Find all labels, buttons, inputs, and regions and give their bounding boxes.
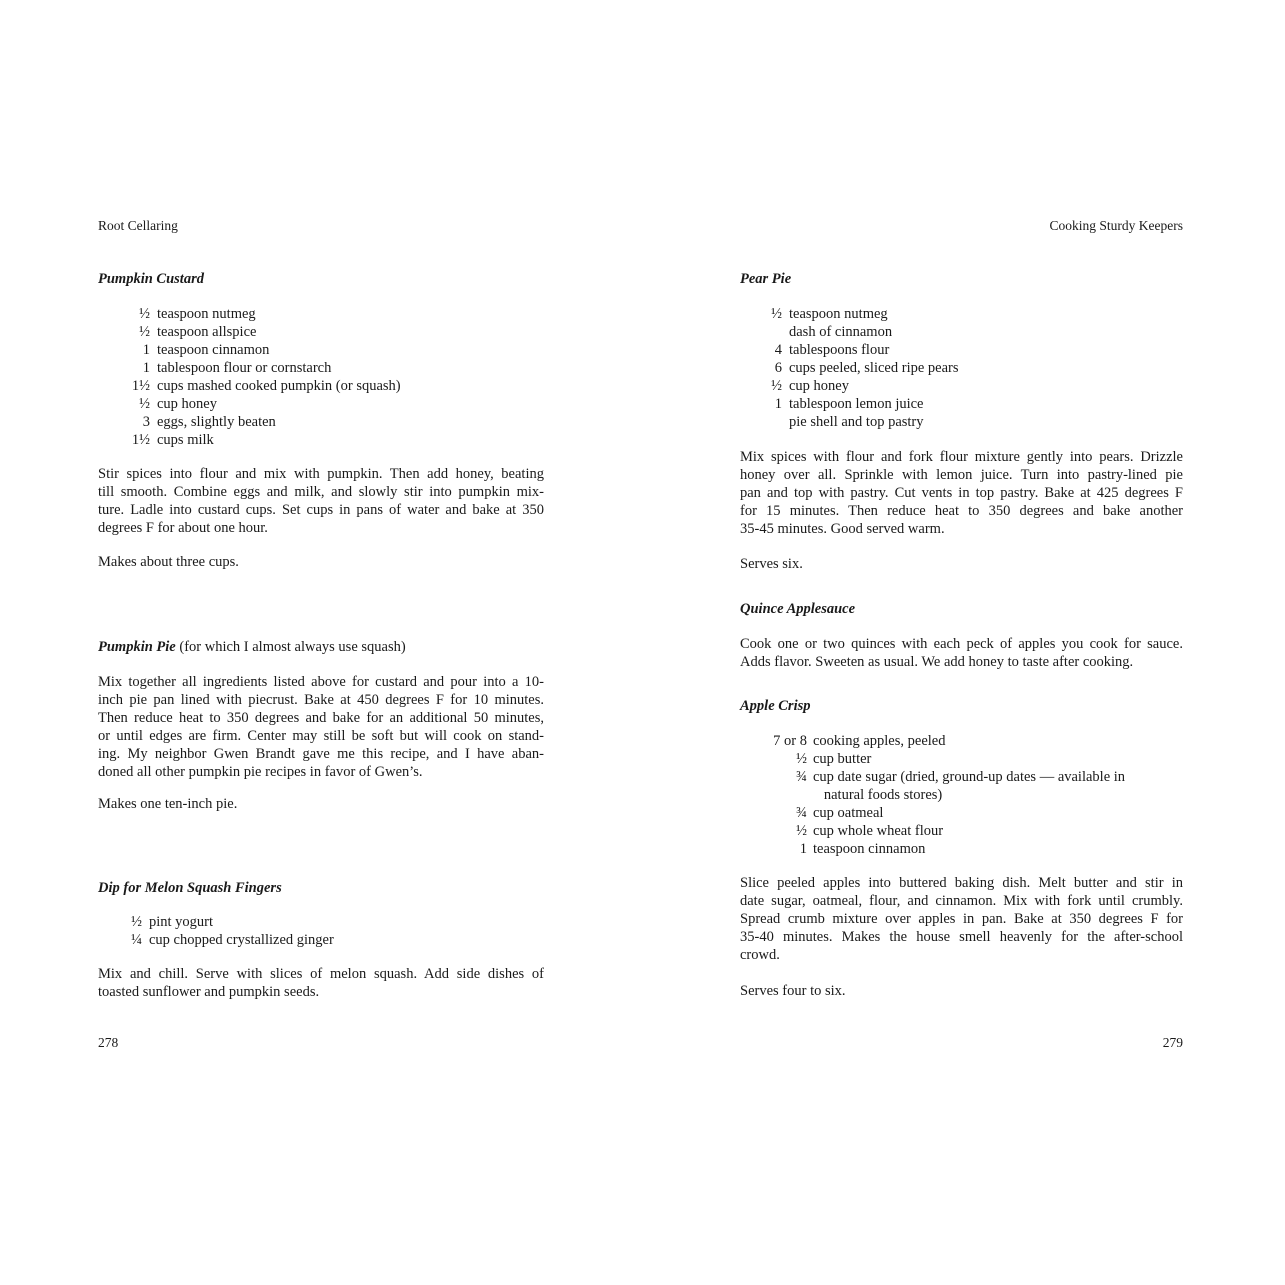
ingredient-text: pint yogurt (149, 914, 214, 930)
ingredient-quantity: ½ (796, 751, 807, 767)
ingredient-list-apple-crisp (740, 732, 1183, 858)
ingredient-quantity: 1 (774, 396, 782, 412)
paragraph-line: date sugar, oatmeal, flour, and cinnamon. Mix with fork until crumbly. (740, 893, 1183, 909)
ingredient-quantity: 1 (799, 841, 807, 857)
paragraph-line: Stir spices into flour and mix with pumpkin. Then add honey, beating (98, 466, 544, 482)
ingredient-line (98, 341, 544, 359)
ingredient-text: teaspoon allspice (157, 324, 257, 340)
ingredient-quantity: ¾ (796, 769, 807, 785)
directions-pumpkin-custard (98, 465, 544, 537)
ingredient-line (740, 732, 1183, 750)
paragraph-line: till smooth. Combine eggs and milk, and slowly stir into pumpkin mix- (98, 484, 544, 500)
recipe-title-pumpkin-custard: Pumpkin Custard (98, 271, 204, 287)
ingredient-text: cup honey (789, 378, 849, 394)
ingredient-quantity: ½ (131, 914, 142, 930)
ingredient-line (740, 377, 1183, 395)
ingredient-text: eggs, slightly beaten (157, 414, 276, 430)
ingredient-line (740, 786, 1183, 804)
yield-pear-pie: Serves six. (740, 556, 803, 572)
ingredient-quantity: 6 (774, 360, 782, 376)
left-page (98, 0, 544, 1285)
directions-pear-pie (740, 448, 1183, 538)
paragraph-line: toasted sunflower and pumpkin seeds. (98, 984, 320, 1000)
ingredient-text: cooking apples, peeled (813, 733, 946, 749)
paragraph-line: pan and top with pastry. Cut vents in top pastry. Bake at 425 degrees F (740, 485, 1183, 501)
directions-pumpkin-pie (98, 673, 544, 781)
ingredient-line (740, 750, 1183, 768)
yield-apple-crisp: Serves four to six. (740, 983, 846, 999)
ingredient-text: cup chopped crystallized ginger (149, 932, 334, 948)
recipe-title-pumpkin-pie (98, 638, 544, 656)
ingredient-text: cup butter (813, 751, 872, 767)
paragraph-line: 35-45 minutes. Good served warm. (740, 521, 945, 537)
ingredient-line (98, 413, 544, 431)
ingredient-line (740, 840, 1183, 858)
running-head-left: Root Cellaring (98, 218, 178, 233)
ingredient-text: natural foods stores) (813, 787, 943, 803)
recipe-title-quince-applesauce: Quince Applesauce (740, 601, 856, 617)
ingredient-quantity: ½ (771, 306, 782, 322)
paragraph-line: Slice peeled apples into buttered baking dish. Melt butter and stir in (740, 875, 1183, 891)
paragraph-line: Then reduce heat to 350 degrees and bake for an additional 50 minutes, (98, 710, 544, 726)
ingredient-text: dash of cinnamon (789, 324, 893, 340)
ingredient-text: tablespoons flour (789, 342, 890, 358)
paragraph-line: Cook one or two quinces with each peck of apples you cook for sauce. (740, 636, 1183, 652)
ingredient-line (740, 822, 1183, 840)
paragraph-line: 35-40 minutes. Makes the house smell heavenly for the after-school (740, 929, 1183, 945)
ingredient-quantity: ¾ (796, 805, 807, 821)
ingredient-text: cup oatmeal (813, 805, 884, 821)
directions-quince-applesauce (740, 635, 1183, 671)
right-page (740, 0, 1183, 1285)
ingredient-list-melon-dip (98, 913, 544, 949)
paragraph-line: or until edges are firm. Center may still be soft but will cook on stand- (98, 728, 544, 744)
paragraph-line: Spread crumb mixture over apples in pan. Bake at 350 degrees F for (740, 911, 1183, 927)
ingredient-text: teaspoon cinnamon (157, 342, 270, 358)
ingredient-line (98, 359, 544, 377)
ingredient-quantity: 4 (774, 342, 782, 358)
ingredient-line (740, 395, 1183, 413)
recipe-title-apple-crisp: Apple Crisp (740, 698, 811, 714)
ingredient-quantity: 1½ (131, 378, 150, 394)
ingredient-quantity: ½ (139, 306, 150, 322)
ingredient-quantity: 3 (142, 414, 150, 430)
paragraph-line: crowd. (740, 947, 780, 963)
ingredient-line (740, 413, 1183, 431)
ingredient-text: tablespoon flour or cornstarch (157, 360, 332, 376)
recipe-title-text: Pumpkin Pie (98, 639, 176, 655)
ingredient-text: cups peeled, sliced ripe pears (789, 360, 959, 376)
ingredient-quantity: 1 (142, 342, 150, 358)
paragraph-line: Adds flavor. Sweeten as usual. We add honey to taste after cooking. (740, 654, 1134, 670)
ingredient-text: cups mashed cooked pumpkin (or squash) (157, 378, 401, 394)
ingredient-line (98, 323, 544, 341)
ingredient-text: cup date sugar (dried, ground-up dates — available in (813, 769, 1126, 785)
ingredient-line (740, 305, 1183, 323)
ingredient-quantity: 1 (142, 360, 150, 376)
ingredient-list-pumpkin-custard (98, 305, 544, 449)
ingredient-quantity: ½ (139, 324, 150, 340)
ingredient-text: tablespoon lemon juice (789, 396, 924, 412)
page-number-left: 278 (98, 1035, 119, 1050)
paragraph-line: Mix spices with flour and fork flour mixture gently into pears. Drizzle (740, 449, 1183, 465)
paragraph-line: degrees F for about one hour. (98, 520, 268, 536)
ingredient-quantity: ½ (771, 378, 782, 394)
recipe-title-pear-pie: Pear Pie (740, 271, 792, 287)
paragraph-line: inch pie pan lined with piecrust. Bake at 450 degrees F for 10 minutes. (98, 692, 544, 708)
yield-pumpkin-pie: Makes one ten-inch pie. (98, 796, 238, 812)
ingredient-quantity: ½ (139, 396, 150, 412)
recipe-subtitle: (for which I almost always use squash) (175, 639, 406, 655)
ingredient-text: cups milk (157, 432, 214, 448)
paragraph-line: honey over all. Sprinkle with lemon juice. Turn into pastry-lined pie (740, 467, 1183, 483)
ingredient-line (740, 768, 1183, 786)
ingredient-line (98, 305, 544, 323)
paragraph-line: doned all other pumpkin pie recipes in favor of Gwen’s. (98, 764, 423, 780)
page-number-right: 279 (1162, 1035, 1183, 1050)
paragraph-line: Mix together all ingredients listed above for custard and pour into a 10- (98, 674, 544, 690)
ingredient-quantity: 7 or 8 (773, 733, 807, 749)
ingredient-text: cup honey (157, 396, 217, 412)
ingredient-line (98, 931, 544, 949)
ingredient-quantity: ¼ (131, 932, 142, 948)
paragraph-line: Mix and chill. Serve with slices of melon squash. Add side dishes of (98, 966, 544, 982)
ingredient-quantity: ½ (796, 823, 807, 839)
ingredient-line (740, 341, 1183, 359)
paragraph-line: ing. My neighbor Gwen Brandt gave me this recipe, and I have aban- (98, 746, 544, 762)
ingredient-line (740, 359, 1183, 377)
paragraph-line: ture. Ladle into custard cups. Set cups in pans of water and bake at 350 (98, 502, 544, 518)
ingredient-text: teaspoon nutmeg (789, 306, 888, 322)
ingredient-line (98, 395, 544, 413)
ingredient-text: teaspoon cinnamon (813, 841, 926, 857)
directions-apple-crisp (740, 874, 1183, 964)
ingredient-line (740, 323, 1183, 341)
ingredient-line (98, 431, 544, 449)
ingredient-text: pie shell and top pastry (789, 414, 924, 430)
ingredient-quantity: 1½ (131, 432, 150, 448)
yield-pumpkin-custard: Makes about three cups. (98, 554, 239, 570)
ingredient-line (98, 377, 544, 395)
ingredient-text: cup whole wheat flour (813, 823, 944, 839)
ingredient-line (740, 804, 1183, 822)
running-head-right: Cooking Sturdy Keepers (1049, 218, 1183, 233)
ingredient-text: teaspoon nutmeg (157, 306, 256, 322)
paragraph-line: for 15 minutes. Then reduce heat to 350 degrees and bake another (740, 503, 1183, 519)
directions-melon-dip (98, 965, 544, 1001)
ingredient-line (98, 913, 544, 931)
recipe-title-melon-dip: Dip for Melon Squash Fingers (98, 880, 282, 896)
ingredient-list-pear-pie (740, 305, 1183, 431)
